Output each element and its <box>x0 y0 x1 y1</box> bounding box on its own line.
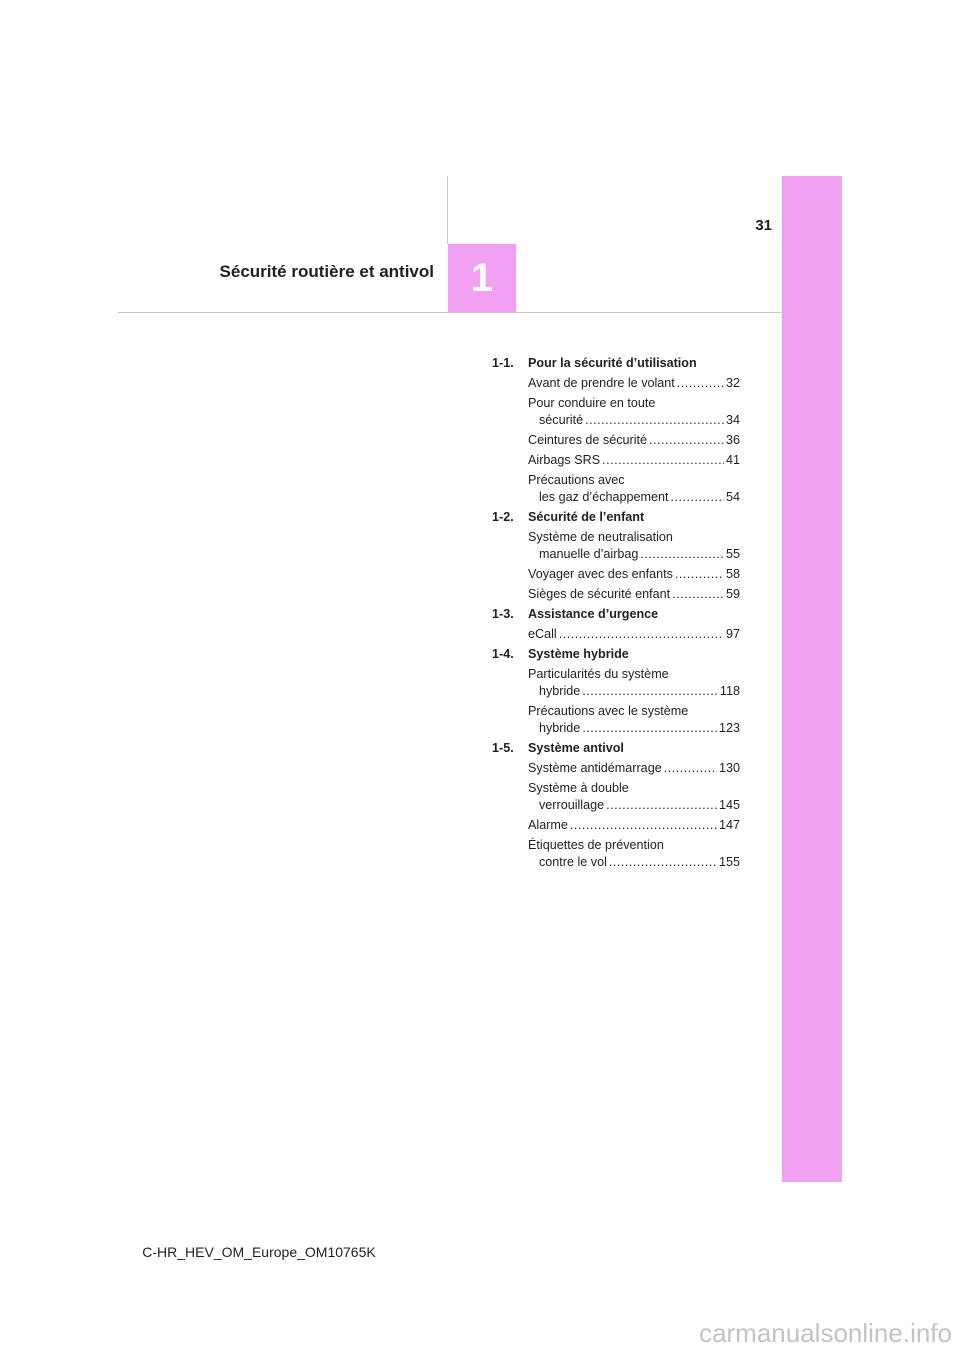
toc-entry[interactable] <box>528 780 740 814</box>
toc-section-heading <box>492 646 740 663</box>
toc-entry-title-line1: Étiquettes de prévention <box>528 838 664 852</box>
toc-entry-title: sécurité <box>539 413 584 427</box>
toc-entry-title: les gaz d’échappement <box>539 490 669 504</box>
dot-leader <box>672 586 724 603</box>
dot-leader <box>582 720 717 737</box>
toc-entry-title: Ceintures de sécurité <box>528 433 648 447</box>
toc-entry[interactable] <box>528 586 740 603</box>
toc-entry-title: Airbags SRS <box>528 453 601 467</box>
toc-entry-row <box>528 375 740 392</box>
toc-entry[interactable] <box>528 760 740 777</box>
toc-entry-title: hybride <box>539 721 581 735</box>
toc-section-number: 1-1. <box>492 356 514 370</box>
toc-entry-page: 155 <box>718 855 740 869</box>
toc-entry-row <box>528 760 740 777</box>
toc-entry-title: hybride <box>539 684 581 698</box>
dot-leader <box>675 566 724 583</box>
toc-entry-title-line1: Pour conduire en toute <box>528 396 656 410</box>
watermark: carmanualsonline.info <box>699 1318 952 1348</box>
toc-section-title: Assistance d’urgence <box>528 607 659 621</box>
toc-entry-title: Voyager avec des enfants <box>528 567 673 581</box>
toc-entry-row <box>528 586 740 603</box>
toc-entry-row <box>528 854 740 871</box>
toc-entry[interactable] <box>528 566 740 583</box>
toc-entry[interactable] <box>528 837 740 871</box>
toc-entry[interactable] <box>528 452 740 469</box>
toc-entry-row <box>528 720 740 737</box>
toc-section-heading <box>492 509 740 526</box>
toc-entry-title-line1: Particularités du système <box>528 667 669 681</box>
toc-section-number: 1-4. <box>492 647 514 661</box>
dot-leader <box>559 626 724 643</box>
toc-entry[interactable] <box>528 626 740 643</box>
toc-section-number: 1-2. <box>492 510 514 524</box>
toc-entry[interactable] <box>528 666 740 700</box>
dot-leader <box>677 375 724 392</box>
dot-leader <box>602 452 724 469</box>
vertical-rule <box>447 176 448 244</box>
toc-entry-row <box>528 412 740 429</box>
toc-entry-page: 34 <box>725 413 740 427</box>
chapter-title: Sécurité routière et antivol <box>219 262 434 281</box>
toc-entry[interactable] <box>528 703 740 737</box>
dot-leader <box>582 683 718 700</box>
dot-leader <box>585 412 724 429</box>
toc-entry-row <box>528 626 740 643</box>
toc-entry-page: 97 <box>725 627 740 641</box>
toc-entry[interactable] <box>528 529 740 563</box>
toc-entry-row <box>528 817 740 834</box>
toc-entry-title-line1: Système à double <box>528 781 629 795</box>
toc-entry-title: contre le vol <box>539 855 607 869</box>
toc-entry-title: Système antidémarrage <box>528 761 662 775</box>
toc-entry-row <box>528 546 740 563</box>
toc-entry-page: 123 <box>718 721 740 735</box>
toc-entry-row <box>528 566 740 583</box>
footer-doc-id: C-HR_HEV_OM_Europe_OM10765K <box>142 1244 376 1260</box>
toc-section-heading <box>492 355 740 372</box>
toc-entry-row <box>528 683 740 700</box>
toc-section-title: Pour la sécurité d’utilisation <box>528 356 697 370</box>
toc-entry[interactable] <box>528 472 740 506</box>
toc-entry-page: 54 <box>725 490 740 504</box>
toc-entry-page: 130 <box>718 761 740 775</box>
toc-section-title: Sécurité de l’enfant <box>528 510 645 524</box>
toc-entry-page: 55 <box>725 547 740 561</box>
dot-leader <box>649 432 724 449</box>
toc-entry-page: 118 <box>719 684 740 698</box>
toc-entry-row <box>528 452 740 469</box>
toc-entry-page: 147 <box>718 818 740 832</box>
toc-entry-page: 145 <box>718 798 740 812</box>
chapter-number: 1 <box>470 255 494 300</box>
toc-entry-title-line1: Système de neutralisation <box>528 530 673 544</box>
toc-section-number: 1-3. <box>492 607 514 621</box>
toc-entry-title-line1: Précautions avec le système <box>528 704 689 718</box>
toc-entry-page: 36 <box>725 433 740 447</box>
chapter-number-box <box>448 244 516 312</box>
toc-section-title: Système antivol <box>528 741 624 755</box>
toc-entry-title: verrouillage <box>539 798 605 812</box>
table-of-contents <box>492 355 740 874</box>
dot-leader <box>570 817 717 834</box>
chapter-side-tab <box>782 176 842 1182</box>
toc-section-title: Système hybride <box>528 647 629 661</box>
toc-entry-page: 41 <box>725 453 740 467</box>
toc-section-heading <box>492 740 740 757</box>
toc-entry[interactable] <box>528 395 740 429</box>
toc-entry-title: Sièges de sécurité enfant <box>528 587 671 601</box>
page-number: 31 <box>755 217 772 234</box>
toc-section-number: 1-5. <box>492 741 514 755</box>
toc-entry[interactable] <box>528 432 740 449</box>
toc-entry-title: manuelle d’airbag <box>539 547 639 561</box>
toc-entry[interactable] <box>528 375 740 392</box>
dot-leader <box>606 797 717 814</box>
toc-entry-title: eCall <box>528 627 557 641</box>
dot-leader <box>640 546 724 563</box>
header-rule <box>118 312 782 313</box>
toc-entry-title-line1: Précautions avec <box>528 473 625 487</box>
dot-leader <box>664 760 717 777</box>
toc-section-heading <box>492 606 740 623</box>
toc-entry-page: 32 <box>725 376 740 390</box>
dot-leader <box>609 854 717 871</box>
toc-entry-page: 59 <box>725 587 740 601</box>
toc-entry[interactable] <box>528 817 740 834</box>
toc-entry-row <box>528 489 740 506</box>
toc-entry-title: Alarme <box>528 818 568 832</box>
toc-entry-row <box>528 432 740 449</box>
dot-leader <box>671 489 724 506</box>
toc-entry-row <box>528 797 740 814</box>
toc-entry-title: Avant de prendre le volant <box>528 376 675 390</box>
toc-entry-page: 58 <box>725 567 740 581</box>
